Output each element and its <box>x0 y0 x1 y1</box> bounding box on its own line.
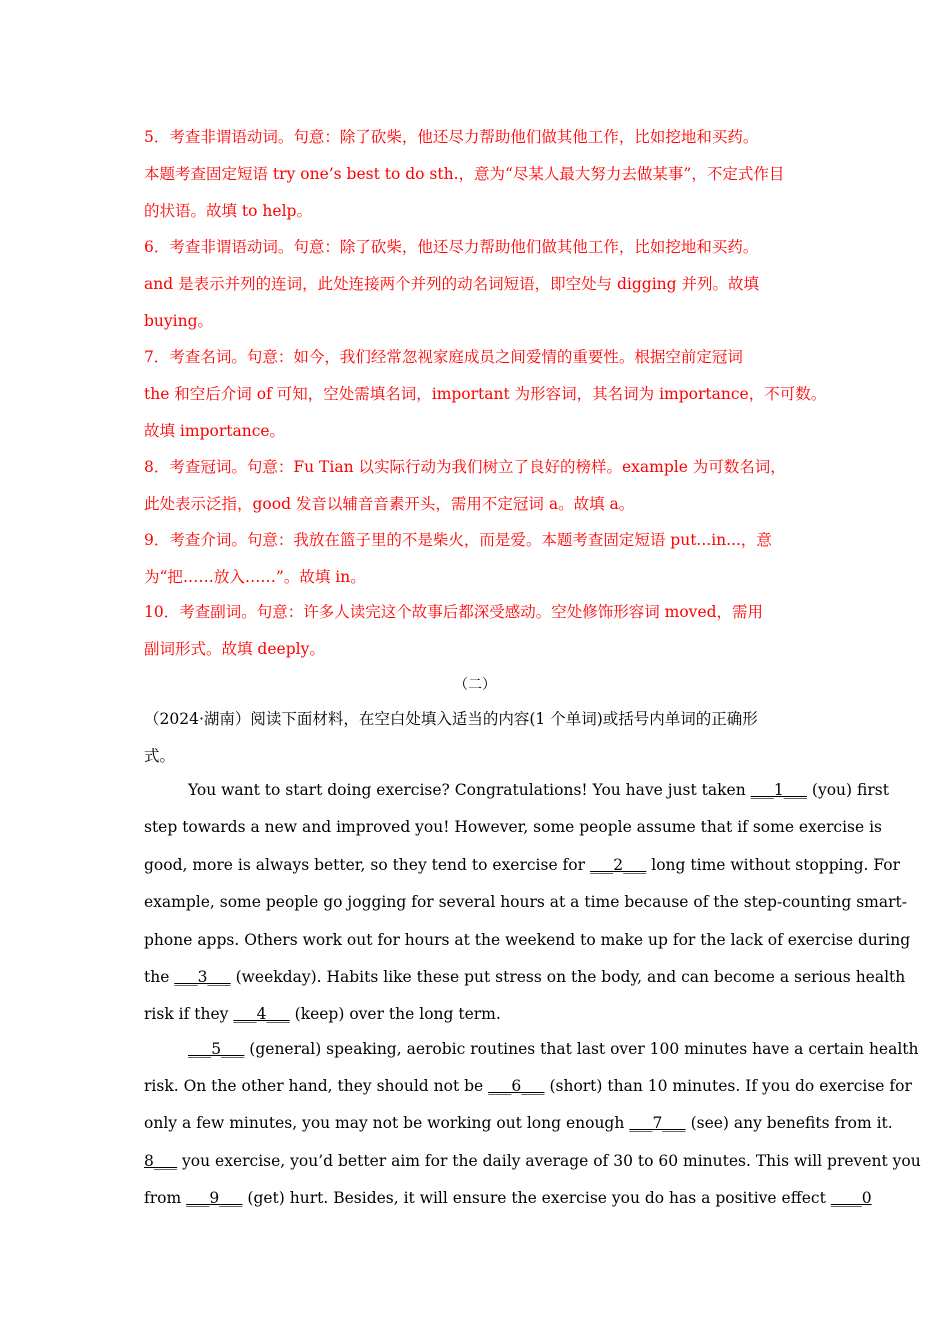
answer-9-line-2: 为“把……放入……”。故填 in。 <box>144 568 366 586</box>
passage-p1-line-2: step towards a new and improved you! However, some people assume that if some exercise is <box>144 818 883 836</box>
instruction-line-2: 式。 <box>144 747 176 765</box>
answer-7-line-1: 7．考查名词。句意：如今，我们经常忽视家庭成员之间爱情的重要性。根据空前定冠词 <box>144 348 743 366</box>
passage-p2-line-2: risk. On the other hand, they should not be ___6___ (short) than 10 minutes. If you do exercise for <box>144 1077 912 1095</box>
passage-p1-line-7: risk if they ___4___ (keep) over the long term. <box>144 1005 501 1023</box>
answer-9-line-1: 9．考查介词。句意：我放在篮子里的不是柴火，而是爱。本题考查固定短语 put...in...，意 <box>144 531 772 549</box>
passage-p1-line-4: example, some people go jogging for several hours at a time because of the step-counting smart- <box>144 893 907 911</box>
blank-4: ___4___ <box>233 1005 290 1023</box>
passage-p2-line-5: from ___9___ (get) hurt. Besides, it will ensure the exercise you do has a positive effect ____0 <box>144 1189 872 1207</box>
passage-p2-line-4: 8___ you exercise, you’d better aim for the daily average of 30 to 60 minutes. This will prevent you <box>144 1152 921 1170</box>
passage-p2-line-1: ___5___ (general) speaking, aerobic routines that last over 100 minutes have a certain health <box>188 1040 919 1058</box>
answer-10-line-1: 10．考查副词。句意：许多人读完这个故事后都深受感动。空处修饰形容词 moved，需用 <box>144 603 764 621</box>
answer-5-line-2: 本题考查固定短语 try one’s best to do sth.，意为“尽某人最大努力去做某事”，不定式作目 <box>144 165 785 183</box>
answer-7-line-3: 故填 importance。 <box>144 422 286 440</box>
blank-6: ___6___ <box>488 1077 545 1095</box>
blank-10: ____0 <box>830 1189 872 1207</box>
passage-p1-line-5: phone apps. Others work out for hours at the weekend to make up for the lack of exercise during <box>144 931 911 949</box>
blank-9: ___9___ <box>186 1189 243 1207</box>
blank-5: ___5___ <box>188 1040 245 1058</box>
passage-p1-line-1: You want to start doing exercise? Congratulations! You have just taken ___1___ (you) first <box>188 781 889 799</box>
blank-7: ___7___ <box>629 1114 686 1132</box>
answer-6-line-2: and 是表示并列的连词，此处连接两个并列的动名词短语，即空处与 digging 并列。故填 <box>144 275 760 293</box>
answer-8-line-2: 此处表示泛指，good 发音以辅音音素开头，需用不定冠词 a。故填 a。 <box>144 495 635 513</box>
answer-7-line-2: the 和空后介词 of 可知，空处需填名词，important 为形容词，其名词为 importance，不可数。 <box>144 385 827 403</box>
answer-5-line-1: 5．考查非谓语动词。句意：除了砍柴，他还尽力帮助他们做其他工作，比如挖地和买药。 <box>144 128 759 146</box>
answer-10-line-2: 副词形式。故填 deeply。 <box>144 640 325 658</box>
answer-6-line-1: 6．考查非谓语动词。句意：除了砍柴，他还尽力帮助他们做其他工作，比如挖地和买药。 <box>144 238 759 256</box>
passage-p1-line-3: good, more is always better, so they tend to exercise for ___2___ long time without stopping. For <box>144 856 901 874</box>
passage-p2-line-3: only a few minutes, you may not be working out long enough ___7___ (see) any benefits from it. <box>144 1114 893 1132</box>
answer-8-line-1: 8．考查冠词。句意：Fu Tian 以实际行动为我们树立了良好的榜样。example 为可数名词， <box>144 458 786 476</box>
blank-1: ___1___ <box>750 781 807 799</box>
blank-2: ___2___ <box>589 856 647 874</box>
passage-p1-line-6: the ___3___ (weekday). Habits like these put stress on the body, and can become a serious health <box>144 968 906 986</box>
answer-5-line-3: 的状语。故填 to help。 <box>144 202 312 220</box>
section-title: （二） <box>454 677 496 693</box>
instruction-line-1: （2024·湖南）阅读下面材料，在空白处填入适当的内容(1 个单词)或括号内单词的正确形 <box>144 710 758 728</box>
answer-6-line-3: buying。 <box>144 312 214 330</box>
blank-8: 8___ <box>144 1152 178 1170</box>
blank-3: ___3___ <box>174 968 231 986</box>
